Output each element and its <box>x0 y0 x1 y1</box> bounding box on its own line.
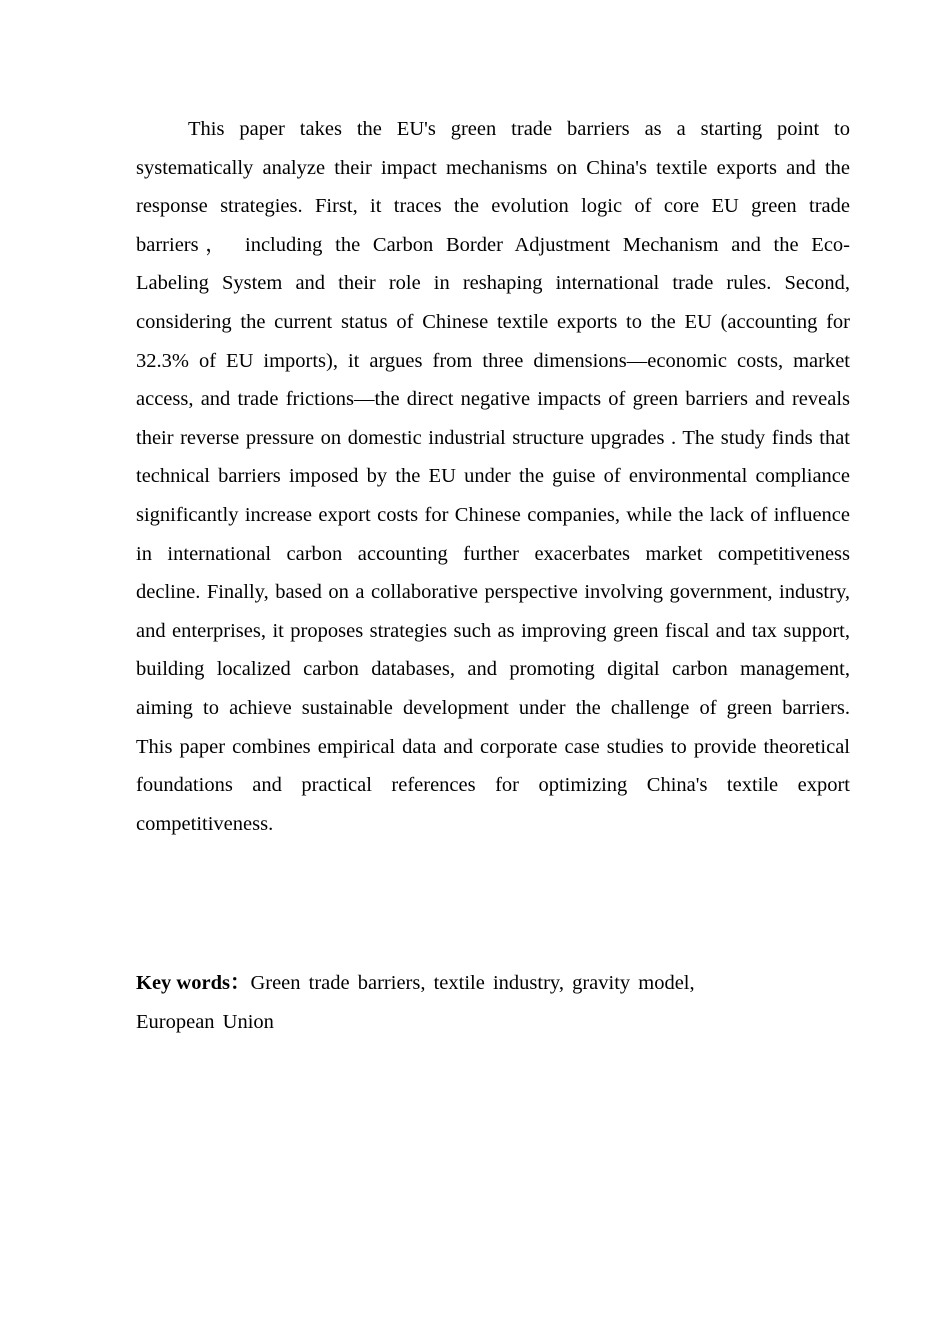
keywords-label: Key words： <box>136 972 251 994</box>
abstract-paragraph: This paper takes the EU's green trade barriers as a starting point to systematically analyze their impact mechanisms on China's textile exports and the response strategies. First, it traces the evolution logic of core EU green trade barriers， including the Carbon Border Adjustment Mechanism and the Eco-Labeling System and their role in reshaping international trade rules. Second, considering the current status of Chinese textile exports to the EU (accounting for 32.3% of EU imports), it argues from three dimensions—economic costs, market access, and trade frictions—the direct negative impacts of green barriers and reveals their reverse pressure on domestic industrial structure upgrades . The study finds that technical barriers imposed by the EU under the guise of environmental compliance significantly increase export costs for Chinese companies, while the lack of influence in international carbon accounting further exacerbates market competitiveness decline. Finally, based on a collaborative perspective involving government, industry, and enterprises, it proposes strategies such as improving green fiscal and tax support, building localized carbon databases, and promoting digital carbon management, aiming to achieve sustainable development under the challenge of green barriers. This paper combines empirical data and corporate case studies to provide theoretical foundations and practical references for optimizing China's textile export competitiveness. <box>136 118 850 835</box>
keywords-text: Green trade barriers, textile industry, gravity model, European Union <box>136 972 695 1033</box>
keywords-paragraph <box>136 964 776 1041</box>
